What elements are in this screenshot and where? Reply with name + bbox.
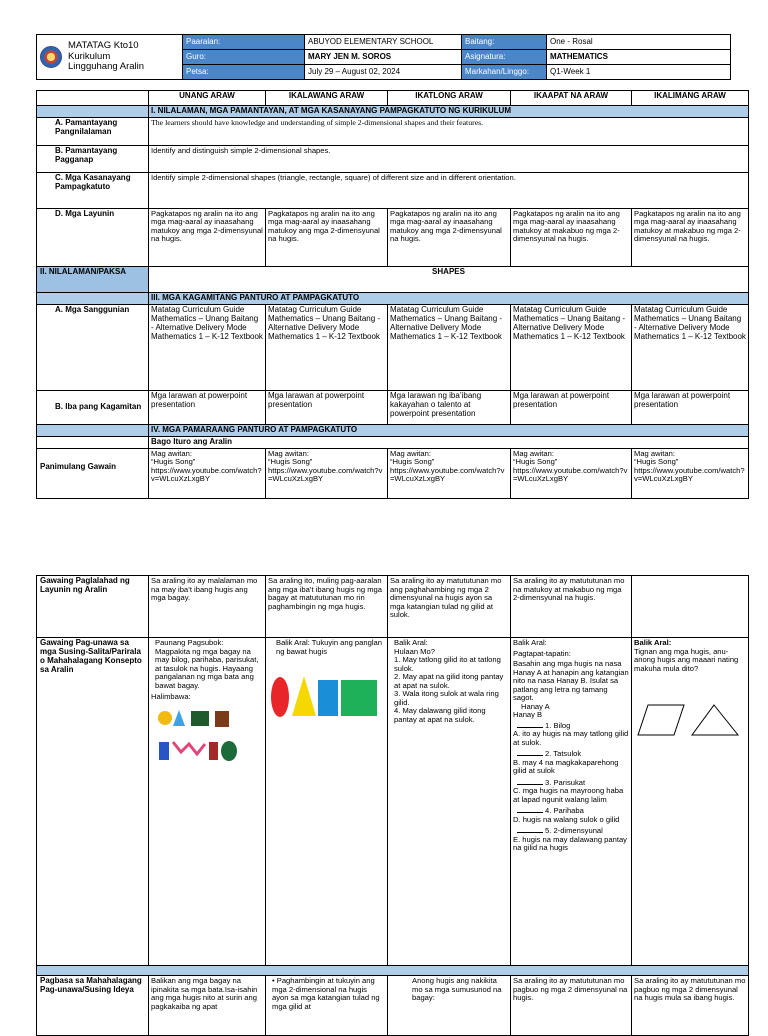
school-value: ABUYOD ELEMENTARY SCHOOL xyxy=(305,35,462,50)
materials-day-1: Mga larawan at powerpoint presentation xyxy=(149,390,266,424)
plan-table-continued xyxy=(36,575,749,1036)
materials-day-4: Mga larawan at powerpoint presentation xyxy=(511,390,632,424)
book-icon xyxy=(159,742,169,760)
goal-day-5 xyxy=(632,576,749,638)
program-line-1: MATATAG Kto10 xyxy=(68,40,139,52)
grade-value: One - Rosal xyxy=(547,35,731,50)
clock-icon xyxy=(221,741,237,761)
row-b-text: Identify and distinguish simple 2-dimensional shapes. xyxy=(149,145,749,172)
bunting-icon xyxy=(173,742,205,754)
answer-blank[interactable] xyxy=(517,812,543,813)
blue-rectangle-icon xyxy=(318,680,338,716)
concept-day-2 xyxy=(266,638,388,966)
objective-day-1: Pagkatapos ng aralin na ito ang mga mag-aaral ay inaasahang matukoy ang mga 2-dimensyunal na hugis. xyxy=(149,208,266,266)
references-day-4: Matatag Curriculum Guide Mathematics – Unang Baitang - Alternative Delivery Mode Mathematics 1 – K-12 Textbook xyxy=(511,304,632,390)
match-b-1: A. ito ay hugis na may tatlong gilid at sulok. xyxy=(513,729,629,747)
section-3-title: III. MGA KAGAMITANG PANTURO AT PAMPAGKATUTO xyxy=(149,292,749,304)
review-title: Balik Aral: xyxy=(634,638,672,647)
goal-day-3: Sa araling ito ay matututunan mo ang paghahambing ng mga 2 dimensyunal na hugis ayon sa mga katangian tulad ng gilid at sulok. xyxy=(388,576,511,638)
guess-item-3: 3. Wala itong sulok at wala ring gilid. xyxy=(394,689,499,707)
shaped-objects-image xyxy=(157,708,247,770)
header-table xyxy=(36,34,731,80)
concept-day-3 xyxy=(388,638,511,966)
match-b-5: E. hugis na may dalawang pantay na gilid na hugis xyxy=(513,834,627,852)
materials-day-2: Mga larawan at powerpoint presentation xyxy=(266,390,388,424)
key-idea-day-4: Sa araling ito ay matututunan mo pagbuo ng mga 2 dimensyunal na hugis. xyxy=(511,976,632,1036)
quarter-week-label: Markahan/Linggo: xyxy=(462,65,547,80)
concept-day-1 xyxy=(149,638,266,966)
school-label: Paaralan: xyxy=(183,35,305,50)
subject-label: Asignatura: xyxy=(462,50,547,65)
parallelogram-icon xyxy=(638,705,684,735)
references-label: A. Mga Sanggunian xyxy=(37,304,149,390)
row-a-label: A. Pamantayang Pangnilalaman xyxy=(37,117,149,145)
pretest-text: Paunang Pagsubok: Magpakita ng mga bagay na may bilog, parihaba, parisukat, at tasulok na hugis. Hayaang pangalanan ng mga bata ang bawat bagay. xyxy=(155,638,259,690)
day-3-header: IKATLONG ARAW xyxy=(388,91,511,106)
drum-icon xyxy=(209,742,218,760)
deped-seal-icon xyxy=(40,46,62,68)
page-two xyxy=(0,575,768,1036)
key-ideas-label: Pagbasa sa Mahahalagang Pag-unawa/Susing Ideya xyxy=(37,976,149,1036)
day-1-header: UNANG ARAW xyxy=(149,91,266,106)
matching-subtitle: Pagtapat-tapatin: xyxy=(513,648,571,658)
program-line-2: Kurikulum xyxy=(68,50,111,62)
concept-label: Gawaing Pag-unawa sa mga Susing-Salita/Parirala o Mahahalagang Konsepto sa Aralin xyxy=(37,638,149,966)
goal-day-4: Sa araling ito ay matututunan mo na matukoy at makabuo ng mga 2-dimensyunal na hugis. xyxy=(511,576,632,638)
review-identify-text: Balik Aral: Tukuyin ang panglan ng bawat hugis xyxy=(276,638,382,656)
doc-title: Lingguhang Aralin xyxy=(68,61,145,73)
concept-day-4 xyxy=(511,638,632,966)
frame-icon xyxy=(215,711,229,727)
example-label: Halimbawa: xyxy=(151,692,191,701)
intro-day-3: Mag awitan: “Hugis Song” https://www.youtube.com/watch?v=WLcuXzLxgBY xyxy=(388,448,511,498)
key-idea-day-1: Balikan ang mga bagay na ipinakita sa mga bata.Isa-isahin ang mga hugis nito at surin ang pagkakaiba ng apat xyxy=(149,976,266,1036)
section-4-subtitle: Bago Ituro ang Aralin xyxy=(149,436,749,448)
section-2-title: II. NILALAMAN/PAKSA xyxy=(37,266,149,292)
column-b-header: Hanay B xyxy=(513,710,543,719)
key-idea-day-2: • Paghambingin at tukuyin ang mga 2-dimensional na hugis ayon sa mga katangian tulad ng mga gilid at xyxy=(266,976,388,1036)
goal-day-2: Sa araling ito, muling pag-aaralan ang mga iba’t ibang hugis ng mga bagay at matututunan mo rin paghambingin ng mga hugis. xyxy=(266,576,388,638)
chalkboard-icon xyxy=(191,711,209,726)
answer-blank[interactable] xyxy=(517,727,543,728)
green-square-icon xyxy=(341,680,377,716)
answer-blank[interactable] xyxy=(517,832,543,833)
other-materials-label: B. Iba pang Kagamitan xyxy=(37,390,149,424)
objective-day-5: Pagkatapos ng aralin na ito ang mga mag-aaral ay inaasahang matukoy at makabuo ng mga 2-dimensyunal na hugis. xyxy=(632,208,749,266)
key-idea-day-5: Sa araling ito ay matututunan mo pagbuo ng mga 2 dimensyunal na hugis mula sa ibang hugis. xyxy=(632,976,749,1036)
guess-item-4: 4. May dalawang gilid itong pantay at apat na sulok. xyxy=(394,706,486,724)
key-idea-day-3: Anong hugis ang nakikita mo sa mga sumusunod na bagay: xyxy=(388,976,511,1036)
date-value: July 29 – August 02, 2024 xyxy=(305,65,462,80)
teacher-label: Guro: xyxy=(183,50,305,65)
topic-value: SHAPES xyxy=(149,266,749,292)
day-2-header: IKALAWANG ARAW xyxy=(266,91,388,106)
materials-day-5: Mga larawan at powerpoint presentation xyxy=(632,390,749,424)
review-text: Tignan ang mga hugis, anu-anong hugis ang maaari nating makuha mula dito? xyxy=(634,646,739,673)
red-oval-icon xyxy=(271,677,289,717)
subject-value: MATHEMATICS xyxy=(547,50,731,65)
match-a-2: 2. Tatsulok xyxy=(545,749,582,758)
match-b-3: C. mga hugis na mayroong haba at lapad ngunit walang lalim xyxy=(513,786,624,804)
matching-title: Balik Aral: xyxy=(513,638,547,647)
row-c-text: Identify simple 2-dimensional shapes (triangle, rectangle, square) of different size and in different orientation. xyxy=(149,172,749,208)
triangle-outline-icon xyxy=(692,705,738,735)
goal-day-1: Sa araling ito ay malalaman mo na may iba’t ibang hugis ang mga bagay. xyxy=(149,576,266,638)
day-5-header: IKALIMANG ARAW xyxy=(632,91,749,106)
goal-label: Gawaing Paglalahad ng Layunin ng Aralin xyxy=(37,576,149,638)
matching-instructions: Basahin ang mga hugis na nasa Hanay A at hanapin ang katangian nito na nasa Hanay B. Isulat sa patlang ang letra ng tamang sagot. xyxy=(513,659,629,702)
outline-shapes-image xyxy=(634,701,744,741)
intro-day-5: Mag awitan: “Hugis Song” https://www.youtube.com/watch?v=WLcuXzLxgBY xyxy=(632,448,749,498)
references-day-2: Matatag Curriculum Guide Mathematics – Unang Baitang - Alternative Delivery Mode Mathematics 1 – K-12 Textbook xyxy=(266,304,388,390)
match-a-5: 5. 2-dimensyunal xyxy=(545,826,603,835)
match-b-2: B. may 4 na magkakaparehong gilid at sulok xyxy=(513,757,619,775)
references-day-1: Matatag Curriculum Guide Mathematics – Unang Baitang - Alternative Delivery Mode Mathematics 1 – K-12 Textbook xyxy=(149,304,266,390)
guess-item-2: 2. May apat na gilid itong pantay at apat na sulok. xyxy=(394,672,504,690)
section-1-title: I. NILALAMAN, MGA PAMANTAYAN, AT MGA KASANAYANG PAMPAGKATUTO NG KURIKULUM xyxy=(149,106,749,118)
date-label: Petsa: xyxy=(183,65,305,80)
references-day-3: Matatag Curriculum Guide Mathematics – Unang Baitang - Alternative Delivery Mode Mathematics 1 – K-12 Textbook xyxy=(388,304,511,390)
coin-icon xyxy=(158,711,172,725)
intro-day-2: Mag awitan: “Hugis Song” https://www.youtube.com/watch?v=WLcuXzLxgBY xyxy=(266,448,388,498)
column-a-header: Hanay A xyxy=(521,701,550,711)
yellow-triangle-icon xyxy=(292,676,316,716)
row-c-label: C. Mga Kasanayang Pampagkatuto xyxy=(37,172,149,208)
intro-day-4: Mag awitan: “Hugis Song” https://www.youtube.com/watch?v=WLcuXzLxgBY xyxy=(511,448,632,498)
teacher-value: MARY JEN M. SOROS xyxy=(305,50,462,65)
plan-table xyxy=(36,90,749,499)
section-4-title: IV. MGA PAMARAANG PANTURO AT PAMPAGKATUTO xyxy=(149,424,749,436)
match-a-1: 1. Bilog xyxy=(545,720,571,730)
row-a-text: The learners should have knowledge and understanding of simple 2-dimensional shapes and their features. xyxy=(149,117,749,145)
header-title-cell xyxy=(37,35,183,80)
answer-blank[interactable] xyxy=(517,755,543,756)
references-day-5: Matatag Curriculum Guide Mathematics – Unang Baitang - Alternative Delivery Mode Mathematics 1 – K-12 Textbook xyxy=(632,304,749,390)
match-a-3: 3. Parisukat xyxy=(545,777,586,787)
colored-shapes-image xyxy=(268,674,380,720)
concept-day-5 xyxy=(632,638,749,966)
guess-question: Hulaan Mo? xyxy=(394,646,435,656)
objective-day-3: Pagkatapos ng aralin na ito ang mga mag-aaral ay inaasahang matukoy ang mga 2-dimensyunal na hugis. xyxy=(388,208,511,266)
intro-activity-label: Panimulang Gawain xyxy=(37,448,149,498)
answer-blank[interactable] xyxy=(517,784,543,785)
day-4-header: IKAAPAT NA ARAW xyxy=(511,91,632,106)
match-a-4: 4. Parihaba xyxy=(545,806,584,815)
object-images xyxy=(157,708,263,773)
triangle-ruler-icon xyxy=(173,710,185,726)
grade-label: Baitang: xyxy=(462,35,547,50)
match-b-4: D. hugis na walang sulok o gilid xyxy=(513,814,620,824)
guess-item-1: 1. May tatlong gilid ito at tatlong sulok. xyxy=(394,655,501,673)
guess-title: Balik Aral: xyxy=(394,638,428,647)
page-one xyxy=(0,34,768,499)
row-b-label: B. Pamantayang Pagganap xyxy=(37,145,149,172)
objective-day-4: Pagkatapos ng aralin na ito ang mga mag-aaral ay inaasahang matukoy at makabuo ng mga 2-dimensyunal na hugis. xyxy=(511,208,632,266)
intro-day-1: Mag awitan: “Hugis Song” https://www.youtube.com/watch?v=WLcuXzLxgBY xyxy=(149,448,266,498)
objective-day-2: Pagkatapos ng aralin na ito ang mga mag-aaral ay inaasahang matukoy ang mga 2-dimensyunal na hugis. xyxy=(266,208,388,266)
materials-day-3: Mga larawan ng iba’ibang kakayahan o talento at powerpoint presentation xyxy=(388,390,511,424)
quarter-week-value: Q1-Week 1 xyxy=(547,65,731,80)
row-d-label: D. Mga Layunin xyxy=(37,208,149,266)
